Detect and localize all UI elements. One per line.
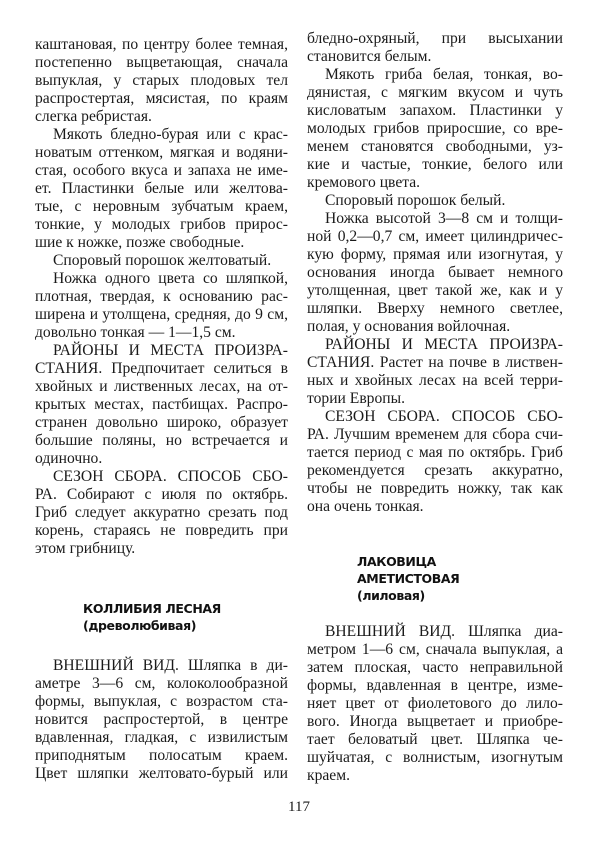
text-line: распростертая, мясистая, по краям — [35, 90, 288, 107]
text-line: формы, вдавленная в центре, изме- — [307, 677, 563, 694]
text-line: РАЙОНЫ И МЕСТА ПРОИЗРА- — [325, 336, 563, 353]
text-line: тает беловатый цвет. Шляпка че- — [307, 731, 563, 748]
text-line: кремового цвета. — [307, 174, 421, 191]
left-column-bottom-text — [35, 657, 288, 783]
text-line: РА. Собирают с июля по октябрь. — [35, 486, 288, 503]
text-line: Цвет шляпки желтовато-бурый или — [35, 765, 288, 782]
text-line: выпуклая, у старых плодовых тел — [35, 72, 288, 89]
text-line: постепенно выцветающая, сначала — [35, 54, 288, 71]
text-line: ных и хвойных лесах на всей терри- — [307, 372, 563, 389]
text-line: основания иногда бывает немного — [307, 264, 563, 281]
text-line: Ножка одного цвета со шляпкой, — [53, 270, 288, 287]
text-line: она очень тонкая. — [307, 498, 424, 515]
text-line: приподнятым полосатым краем. — [35, 747, 288, 764]
species-subtitle: (древолюбивая) — [83, 618, 197, 633]
text-line: вого. Иногда выцветает и приобре- — [307, 713, 563, 730]
text-line: довольно тонкая — 1—1,5 см. — [35, 324, 236, 341]
text-line: становится белым. — [307, 48, 432, 65]
text-line: формы, выпуклая, с возрастом ста- — [35, 693, 288, 710]
text-line: СТАНИЯ. Растет на почве в листвен- — [307, 354, 563, 371]
text-line: менем становятся свободными, уз- — [307, 138, 563, 155]
text-line: крытых местах, пастбищах. Распро- — [35, 396, 288, 413]
text-line: краем. — [307, 767, 350, 784]
text-line: бледно-охряный, при высыхании — [307, 30, 563, 47]
section-heading-collybia — [83, 600, 221, 634]
species-title-line1: ЛАКОВИЦА — [357, 554, 436, 569]
text-line: полая, у основания войлочная. — [307, 318, 511, 335]
text-line: плотная, твердая, к основанию рас- — [35, 288, 288, 305]
text-line: каштановая, по центру более темная, — [35, 36, 288, 53]
section-heading-laccaria — [357, 553, 459, 604]
text-line: СЕЗОН СБОРА. СПОСОБ СБО- — [53, 468, 288, 485]
text-line: кисловатым запахом. Пластинки у — [307, 102, 563, 119]
text-line: Ножка высотой 3—8 см и толщи- — [325, 210, 563, 227]
text-line: СТАНИЯ. Предпочитает селиться в — [35, 360, 288, 377]
text-line: затем плоская, часто неправильной — [307, 659, 563, 676]
text-line: ет. Пластинки белые или желтова- — [35, 180, 288, 197]
page-number: 117 — [288, 799, 310, 815]
text-line: аметре 3—6 см, колоколообразной — [35, 675, 288, 692]
text-line: утолщенная, цвет такой же, как и у — [307, 282, 563, 299]
text-line: ной 0,2—0,7 см, имеет цилиндричес- — [307, 228, 563, 245]
text-line: шляпки. Вверху немного светлее, — [307, 300, 563, 317]
text-line: дянистая, с мягким вкусом и чуть — [307, 84, 563, 101]
text-line: ВНЕШНИЙ ВИД. Шляпка в ди- — [53, 657, 288, 674]
text-line: кую форму, прямая или изогнутая, у — [307, 246, 563, 263]
text-line: новится распростертой, в центре — [35, 711, 288, 728]
text-line: вдавленная, гладкая, с извилистым — [35, 729, 288, 746]
text-line: Мякоть гриба белая, тонкая, во- — [325, 66, 563, 83]
text-line: тории Европы. — [307, 390, 405, 407]
text-line: Споровый порошок желтоватый. — [53, 252, 272, 269]
text-line: тые, с неровным зубчатым краем, — [35, 198, 288, 215]
text-line: ширена и утолщена, средняя, до 9 см, — [35, 306, 288, 323]
text-line: одиночно. — [35, 450, 103, 467]
text-line: ВНЕШНИЙ ВИД. Шляпка диа- — [325, 623, 563, 640]
text-line: большие поляны, но встречается и — [35, 432, 288, 449]
species-subtitle: (лиловая) — [357, 588, 425, 603]
text-line: РА. Лучшим временем для сбора счи- — [307, 426, 563, 443]
text-line: стая, особого вкуса и запаха не име- — [35, 162, 288, 179]
text-line: новатым оттенком, мягкая и водяни- — [35, 144, 288, 161]
text-line: хвойных и лиственных лесах, на от- — [35, 378, 288, 395]
species-title-line2: АМЕТИСТОВАЯ — [357, 571, 460, 586]
text-line: странен довольно широко, образует — [35, 414, 288, 431]
text-line: РАЙОНЫ И МЕСТА ПРОИЗРА- — [53, 342, 288, 359]
text-line: молодых грибов приросшие, со вре- — [307, 120, 563, 137]
text-line: чтобы не повредить ножку, так как — [307, 480, 563, 497]
text-line: Мякоть бледно-бурая или с крас- — [53, 126, 288, 143]
text-line: няет цвет от фиолетового до лило- — [307, 695, 563, 712]
text-line: шуйчатая, с волнистым, изогнутым — [307, 749, 563, 766]
text-line: тонкие, у молодых грибов прирос- — [35, 216, 288, 233]
right-column-bottom-text — [307, 623, 563, 785]
text-line: корень, стараясь не повредить при — [35, 522, 288, 539]
species-title: КОЛЛИБИЯ ЛЕСНАЯ — [83, 601, 221, 616]
text-line: тается период с мая по октябрь. Гриб — [307, 444, 563, 461]
text-line: кие и частые, тонкие, белого или — [307, 156, 563, 173]
text-line: шие к ножке, позже свободные. — [35, 234, 245, 251]
text-line: слегка ребристая. — [35, 108, 152, 125]
text-line: СЕЗОН СБОРА. СПОСОБ СБО- — [325, 408, 563, 425]
text-line: Гриб следует аккуратно срезать под — [35, 504, 288, 521]
text-line: Споровый порошок белый. — [325, 192, 506, 209]
right-column-top-text — [307, 30, 563, 516]
text-line: этом грибницу. — [35, 540, 136, 557]
text-line: рекомендуется срезать аккуратно, — [307, 462, 563, 479]
text-line: метром 1—6 см, сначала выпуклая, а — [307, 641, 563, 658]
left-column-top-text — [35, 36, 288, 558]
